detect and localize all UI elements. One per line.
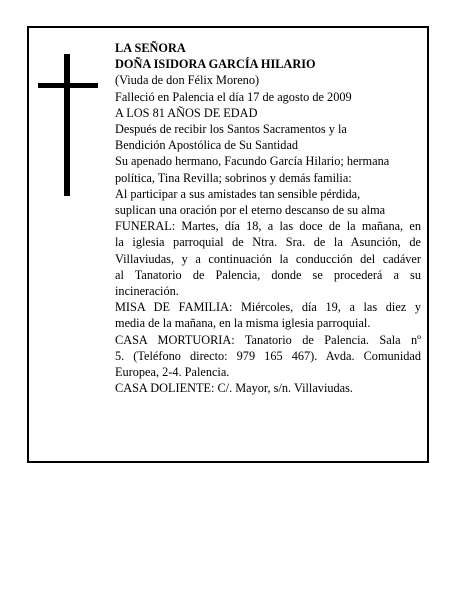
cross-horizontal-bar <box>38 83 98 88</box>
obituary-line: incineración. <box>115 284 179 299</box>
obituary-line: LA SEÑORA <box>115 41 186 55</box>
obituary-line: CASA DOLIENTE: C/. Mayor, s/n. Villaviudas. <box>115 381 353 396</box>
obituary-line: Al participar a sus amistades tan sensible pérdida, <box>115 186 361 201</box>
obituary-line: política, Tina Revilla; sobrinos y demás familia: <box>115 170 352 185</box>
cross-vertical-bar <box>64 54 70 196</box>
obituary-line: (Viuda de don Félix Moreno) <box>115 73 260 88</box>
obituary-line: A LOS 81 AÑOS DE EDAD <box>115 105 258 120</box>
obituary-line: suplican una oración por el eterno descanso de su alma <box>115 203 386 218</box>
obituary-line: Europea, 2-4. Palencia. <box>115 365 230 380</box>
obituary-line: MISA DE FAMILIA: Miércoles, día 19, a las diez y <box>115 300 421 315</box>
obituary-line: Falleció en Palencia el día 17 de agosto de 2009 <box>115 89 352 104</box>
obituary-line: la iglesia parroquial de Ntra. Sra. de la Asunción, de <box>115 235 421 250</box>
obituary-line: al Tanatorio de Palencia, donde se procederá a su <box>115 267 421 282</box>
obituary-line: DOÑA ISIDORA GARCÍA HILARIO <box>115 57 316 72</box>
obituary-line: Su apenado hermano, Facundo García Hilario; hermana <box>115 154 390 169</box>
latin-cross-icon <box>38 54 98 196</box>
obituary-line: Bendición Apostólica de Su Santidad <box>115 138 299 153</box>
obituary-line: Después de recibir los Santos Sacramentos y la <box>115 122 347 137</box>
obituary-line: FUNERAL: Martes, día 18, a las doce de la mañana, en <box>115 219 421 234</box>
obituary-text <box>115 40 421 396</box>
obituary-line: 5. (Teléfono directo: 979 165 467). Avda. Comunidad <box>115 348 421 363</box>
obituary-line: CASA MORTUORIA: Tanatorio de Palencia. Sala nº <box>115 332 421 347</box>
obituary-line: media de la mañana, en la misma iglesia parroquial. <box>115 316 371 331</box>
obituary-line: Villaviudas, y a continuación la conducción del cadáver <box>115 251 421 266</box>
